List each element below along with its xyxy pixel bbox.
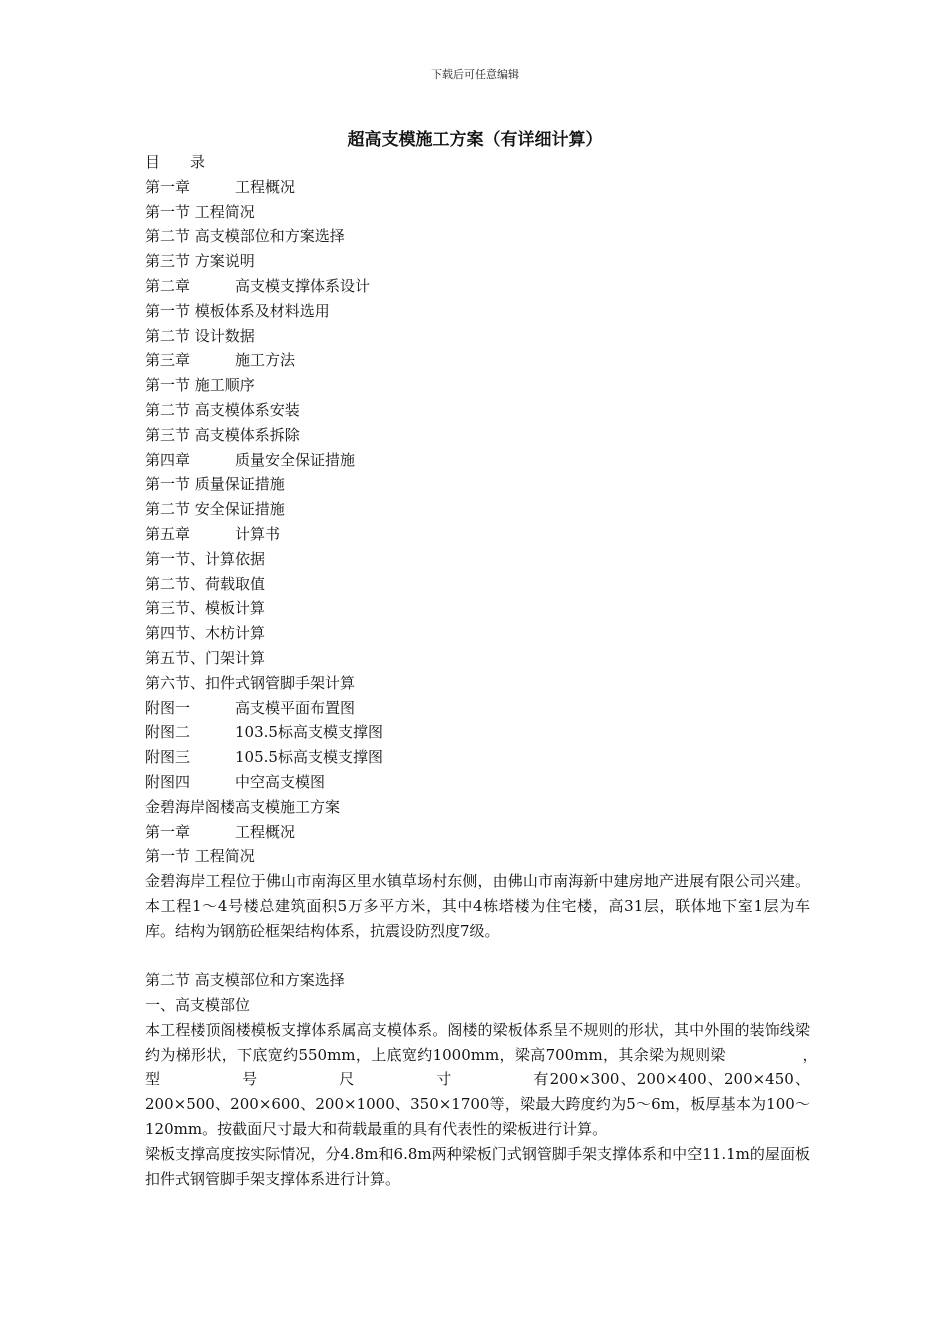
toc-item: 第二节 高支模部位和方案选择 [145, 227, 345, 246]
toc-item: 第三节 方案说明 [145, 252, 255, 271]
page-header: 下载后可任意编辑 [431, 68, 519, 81]
document-body [145, 150, 886, 1191]
toc-heading: 目 录 [145, 153, 206, 171]
paragraph: 梁板支撑高度按实际情况，分4.8m和6.8m两种梁板门式钢管脚手架支撑体系和中空11.1m的屋面板扣件式钢管脚手架支撑体系进行计算。 [145, 1144, 810, 1188]
toc-item: 第五章 计算书 [145, 524, 281, 543]
toc-item: 第二章 高支模支撑体系设计 [145, 276, 371, 295]
toc-item: 附图一 高支模平面布置图 [145, 698, 356, 717]
toc-item: 第一节 质量保证措施 [145, 475, 285, 494]
toc-item: 第二节 安全保证措施 [145, 500, 285, 519]
toc-item: 第一章 工程概况 [145, 177, 296, 196]
chapter-heading: 第一章 工程概况 [145, 822, 296, 841]
toc-item: 第五节、门架计算 [145, 648, 266, 667]
toc-item: 第一节 工程简况 [145, 202, 255, 221]
toc-item: 附图二 103.5标高支模支撑图 [145, 723, 383, 742]
section-heading: 第二节 高支模部位和方案选择 [145, 971, 345, 990]
table-of-contents [145, 175, 810, 795]
toc-item: 第三章 施工方法 [145, 351, 296, 370]
toc-item: 第二节、荷载取值 [145, 574, 266, 593]
toc-item: 第四节、木枋计算 [145, 624, 266, 643]
toc-item: 第二节 高支模体系安装 [145, 400, 300, 419]
toc-item: 第六节、扣件式钢管脚手架计算 [145, 673, 356, 692]
toc-item: 第三节、模板计算 [145, 599, 266, 618]
toc-item: 第三节 高支模体系拆除 [145, 425, 300, 444]
subsection-heading: 一、高支模部位 [145, 996, 251, 1015]
toc-item: 第一节、计算依据 [145, 549, 266, 568]
body-doc-title: 金碧海岸阁楼高支模施工方案 [145, 797, 341, 816]
document-title: 超高支模施工方案（有详细计算） [347, 130, 603, 150]
toc-item: 第一节 模板体系及材料选用 [145, 301, 330, 320]
toc-item: 附图三 105.5标高支模支撑图 [145, 748, 383, 767]
toc-item: 第四章 质量安全保证措施 [145, 450, 356, 469]
paragraph: 金碧海岸工程位于佛山市南海区里水镇草场村东侧，由佛山市南海新中建房地产进展有限公司兴建。本工程1～4号楼总建筑面积5万多平方米，其中4栋塔楼为住宅楼，高31层，联体地下室1层为车库。结构为钢筋砼框架结构体系，抗震设防烈度7级。 [145, 872, 810, 940]
blank-line [145, 944, 810, 969]
toc-item: 第二节 设计数据 [145, 326, 255, 345]
section-heading: 第一节 工程简况 [145, 847, 255, 866]
toc-item: 附图四 中空高支模图 [145, 772, 326, 791]
toc-item: 第一节 施工顺序 [145, 376, 255, 395]
paragraph: 本工程楼顶阁楼模板支撑体系属高支模体系。阁楼的梁板体系呈不规则的形状，其中外围的装饰线梁约为梯形状，下底宽约550mm，上底宽约1000mm，梁高700mm，其余梁为规则梁 ， 型 号 尺 寸 有200×300、200×400、200×450、200×500、200×600、200×1000、350×1700等，梁最大跨度约为5～6m，板厚基本为100～120mm。按截面尺寸最大和荷载最重的具有代表性的梁板进行计算。 [145, 1020, 886, 1139]
